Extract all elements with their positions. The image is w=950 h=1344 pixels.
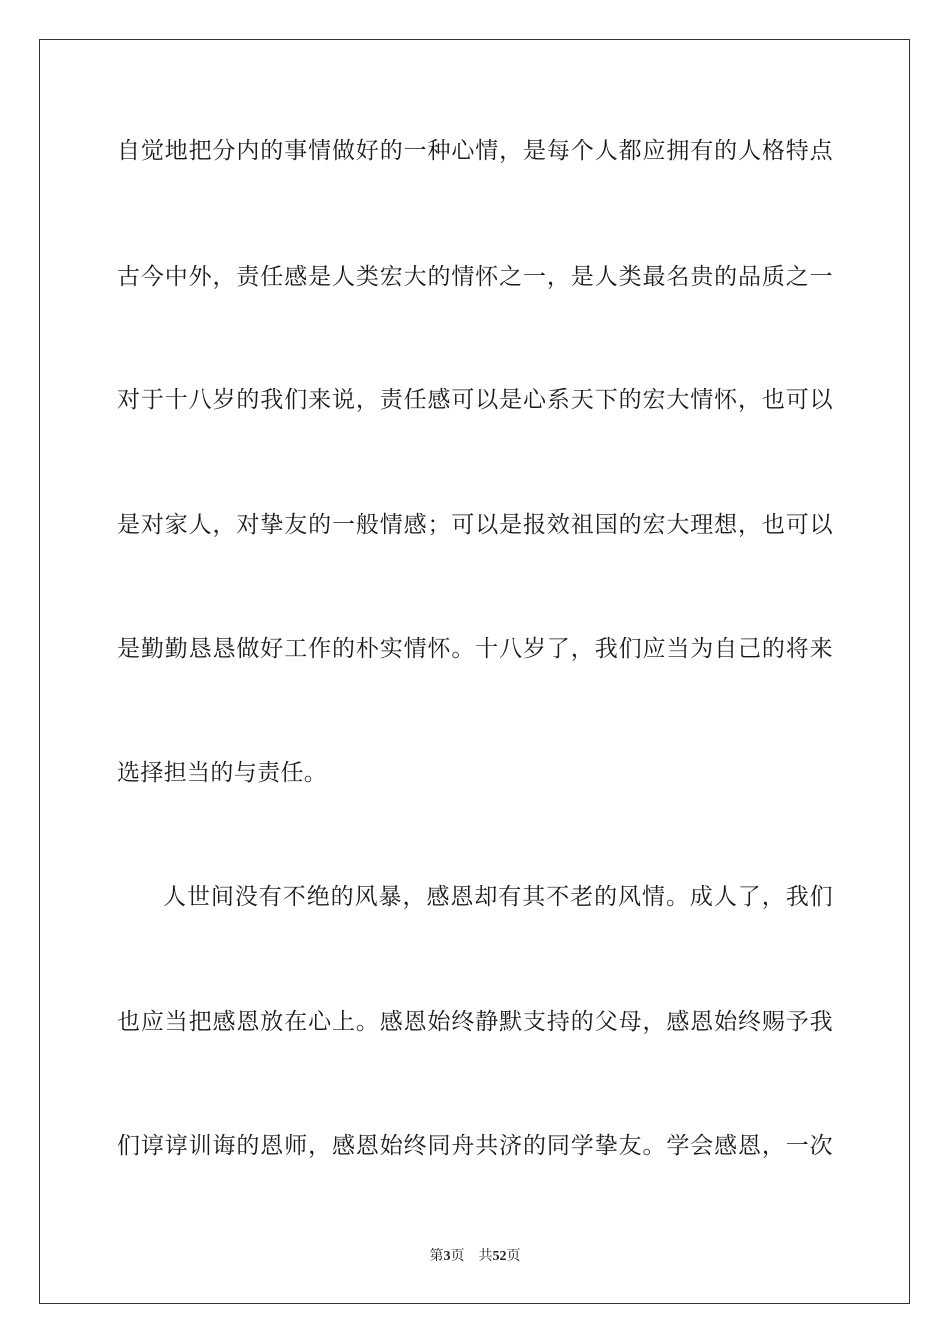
body-text-line: 们谆谆训诲的恩师，感恩始终同舟共济的同学挚友。学会感恩，一次 <box>117 1133 833 1159</box>
total-pages: 52 <box>492 1249 507 1264</box>
body-text-line: 自觉地把分内的事情做好的一种心情，是每个人都应拥有的人格特点 <box>117 138 833 164</box>
body-text-line: 是对家人，对挚友的一般情感；可以是报效祖国的宏大理想，也可以 <box>117 512 833 538</box>
page-number: 3 <box>443 1249 451 1264</box>
body-text-line-last: 选择担当的与责任。 <box>117 760 328 786</box>
body-text-line: 也应当把感恩放在心上。感恩始终静默支持的父母，感恩始终赐予我 <box>117 1009 833 1035</box>
page-suffix: 页 <box>450 1248 465 1264</box>
page-prefix: 第 <box>429 1248 444 1264</box>
page-border <box>39 39 910 1304</box>
body-text-line: 古今中外，责任感是人类宏大的情怀之一，是人类最名贵的品质之一 <box>117 264 833 290</box>
total-prefix: 共 <box>478 1248 493 1264</box>
body-text-line: 对于十八岁的我们来说，责任感可以是心系天下的宏大情怀，也可以 <box>117 387 833 413</box>
body-text-line: 是勤勤恳恳做好工作的朴实情怀。十八岁了，我们应当为自己的将来 <box>117 636 833 662</box>
total-suffix: 页 <box>506 1248 521 1264</box>
paragraph-first-line: 人世间没有不绝的风暴，感恩却有其不老的风情。成人了，我们 <box>163 884 833 910</box>
page-footer <box>0 1246 950 1267</box>
